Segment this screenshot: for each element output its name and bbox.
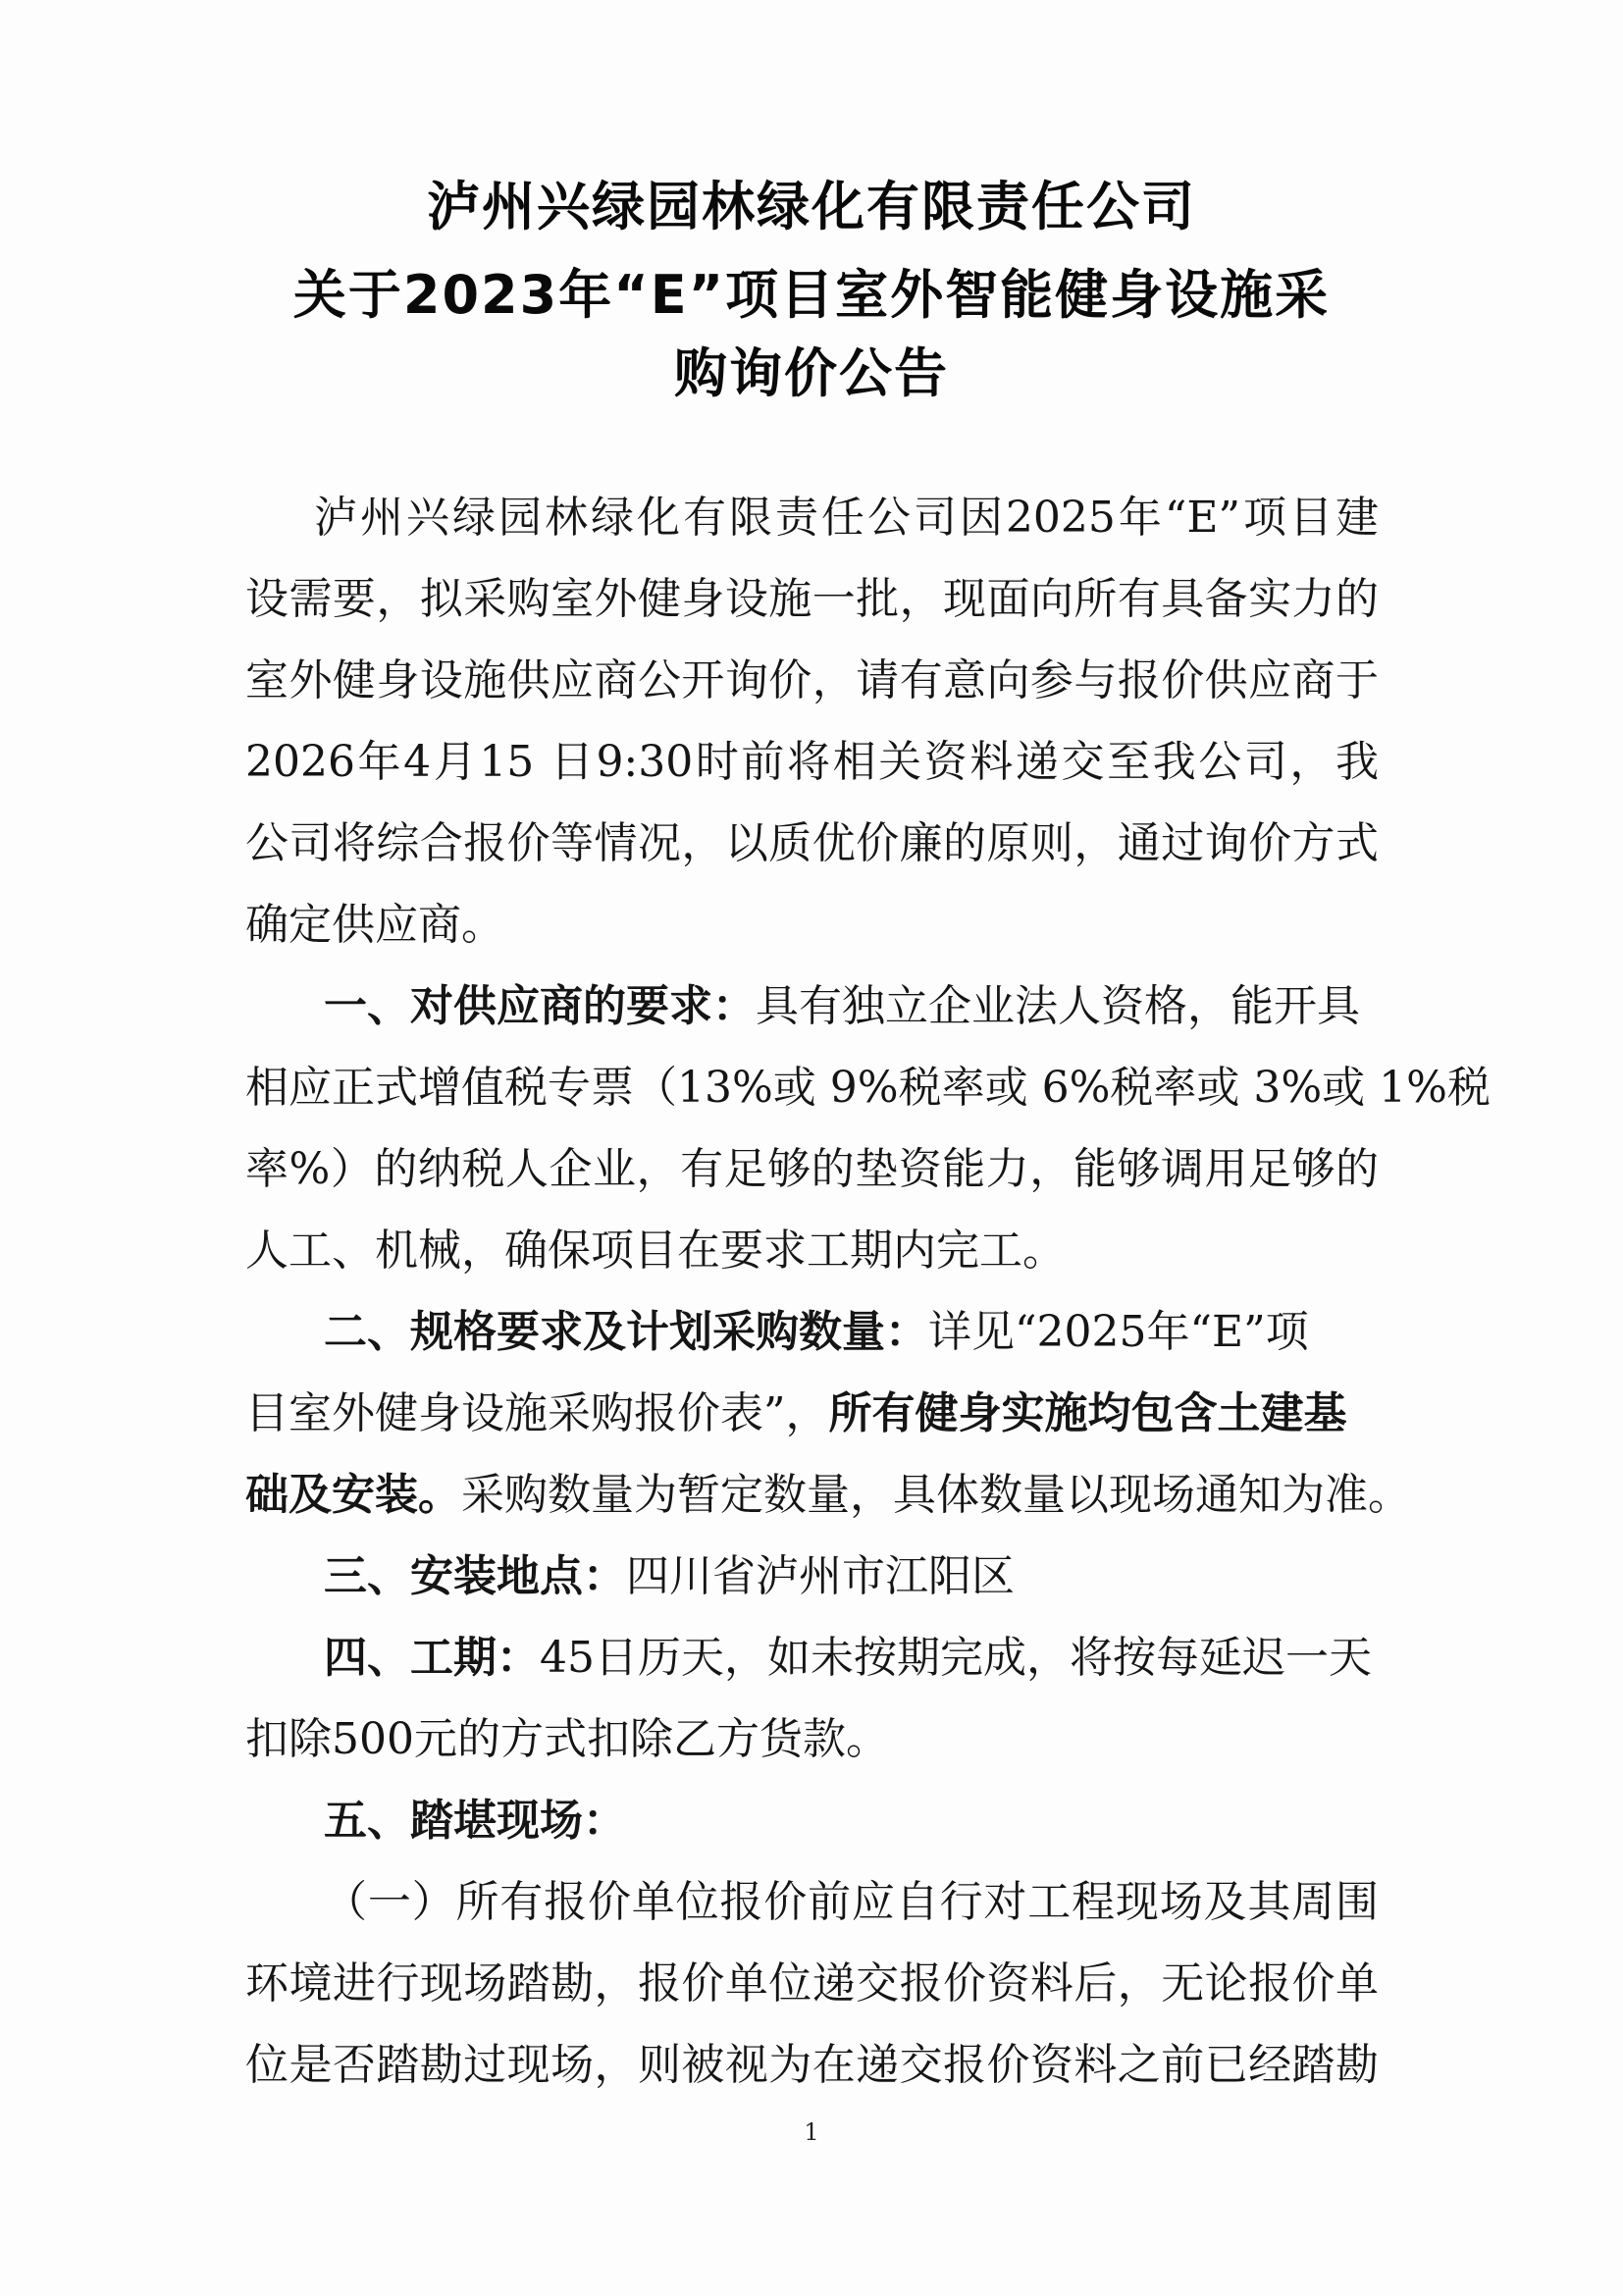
section-2-heading: 二、规格要求及计划采购数量： xyxy=(324,1307,928,1357)
section-1-line-3: 率%）的纳税人企业，有足够的垫资能力，能够调用足够的 xyxy=(245,1144,1379,1194)
section-4-text-1: 45日历天，如未按期完成，将按每延迟一天 xyxy=(540,1633,1372,1683)
section-2-text-3: 采购数量为暂定数量，具体数量以现场通知为准。 xyxy=(461,1470,1411,1520)
document-title-line-3: 购询价公告 xyxy=(674,342,949,404)
section-1-line-2: 相应正式增值税专票（13%或 9%税率或 6%税率或 3%或 1%税 xyxy=(245,1063,1491,1113)
section-5-heading: 五、踏堪现场： xyxy=(324,1796,626,1846)
intro-line-3: 室外健身设施供应商公开询价，请有意向参与报价供应商于 xyxy=(245,655,1379,705)
section-5-line-1: （一）所有报价单位报价前应自行对工程现场及其周围 xyxy=(324,1877,1379,1927)
section-4-line-1 xyxy=(324,1629,1379,1688)
section-4-heading: 四、工期： xyxy=(324,1633,540,1683)
section-1-line-4: 人工、机械，确保项目在要求工期内完工。 xyxy=(245,1226,1066,1276)
section-1-text-1: 具有独立企业法人资格，能开具 xyxy=(756,981,1360,1031)
section-4-line-2: 扣除500元的方式扣除乙方货款。 xyxy=(245,1714,889,1764)
section-1-heading: 一、对供应商的要求： xyxy=(324,981,756,1031)
section-2-line-2 xyxy=(245,1384,1379,1443)
intro-line-1: 泸州兴绿园林绿化有限责任公司因2025年“E”项目建 xyxy=(314,493,1379,543)
section-1-line-1 xyxy=(324,977,1379,1036)
section-5-line-2: 环境进行现场踏勘，报价单位递交报价资料后，无论报价单 xyxy=(245,1958,1379,2009)
intro-line-6: 确定供应商。 xyxy=(245,900,504,950)
section-3-heading: 三、安装地点： xyxy=(324,1551,626,1601)
document-title-line-1: 泸州兴绿园林绿化有限责任公司 xyxy=(427,176,1196,237)
section-2-text-1: 详见“2025年“E”项 xyxy=(928,1307,1309,1357)
section-3-text: 四川省泸州市江阳区 xyxy=(626,1551,1015,1601)
section-3-line xyxy=(324,1547,1379,1606)
section-5-heading-line xyxy=(324,1792,1379,1851)
intro-line-2: 设需要，拟采购室外健身设施一批，现面向所有具备实力的 xyxy=(245,574,1379,624)
intro-line-5: 公司将综合报价等情况，以质优价廉的原则，通过询价方式 xyxy=(245,818,1379,868)
section-2-line-1 xyxy=(324,1303,1379,1362)
section-2-line-3 xyxy=(245,1466,1411,1525)
section-2-text-2: 目室外健身设施采购报价表”， xyxy=(245,1388,829,1438)
section-2-emphasis-1: 所有健身实施均包含土建基 xyxy=(828,1388,1347,1438)
section-5-line-3: 位是否踏勘过现场，则被视为在递交报价资料之前已经踏勘 xyxy=(245,2040,1379,2090)
document-title-line-2: 关于2023年“E”项目室外智能健身设施采 xyxy=(292,264,1331,326)
page-number: 1 xyxy=(804,2118,819,2146)
section-2-emphasis-2: 础及安装。 xyxy=(245,1470,461,1520)
intro-line-4: 2026年4月15 日9:30时前将相关资料递交至我公司，我 xyxy=(245,737,1379,787)
